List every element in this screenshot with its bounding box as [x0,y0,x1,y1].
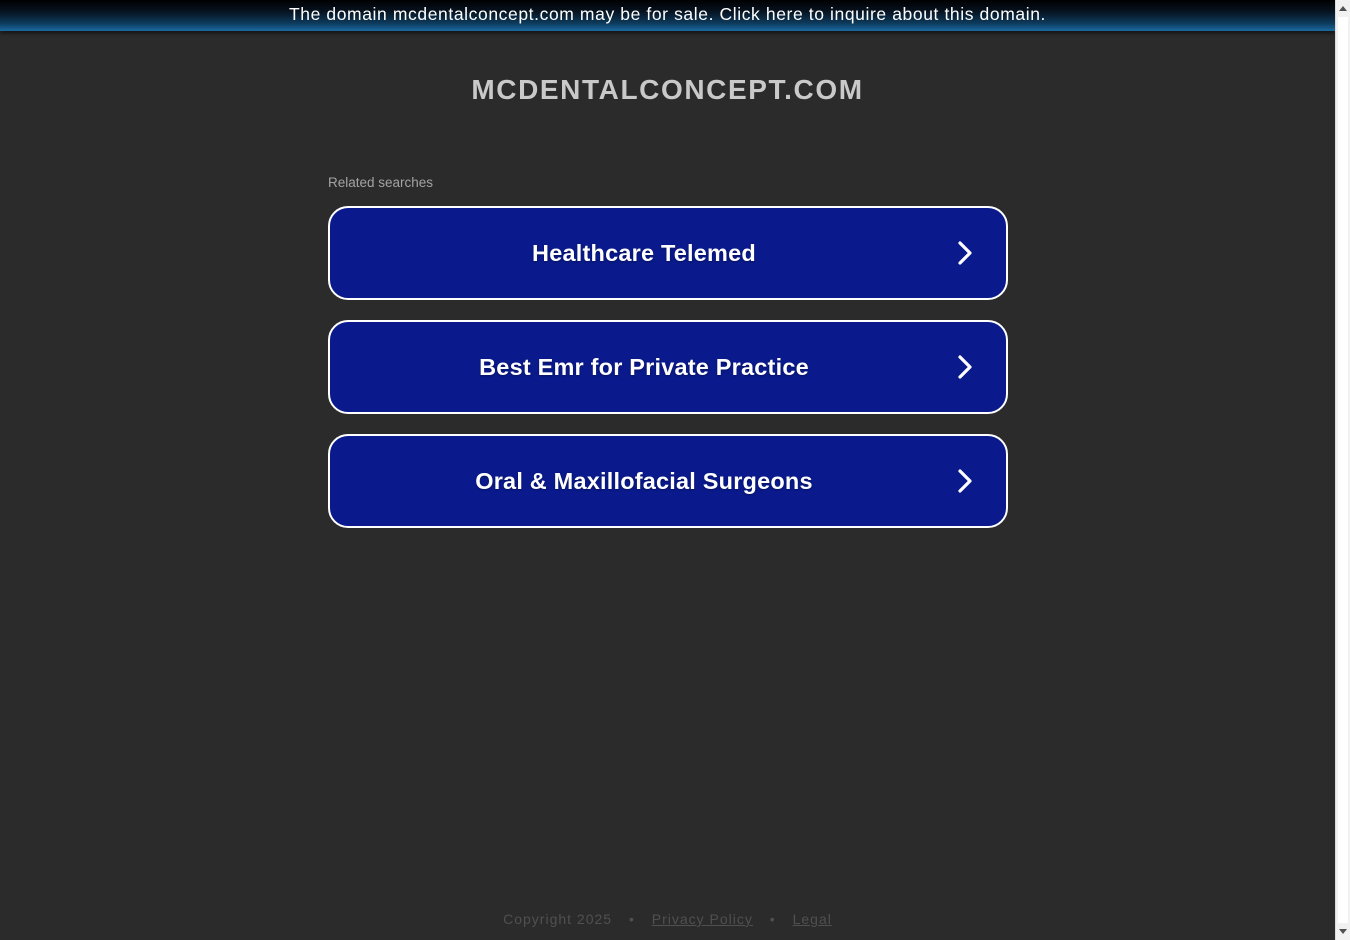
chevron-right-icon [954,240,976,266]
chevron-right-icon [954,354,976,380]
related-search-label: Best Emr for Private Practice [479,353,809,380]
related-search-label: Oral & Maxillofacial Surgeons [475,467,813,494]
footer-separator: • [769,911,776,927]
domain-title: MCDENTALCONCEPT.COM [471,74,864,105]
related-search-button-oral-surgeons[interactable] [328,434,1008,528]
scroll-up-arrow-icon[interactable] [1339,6,1347,11]
vertical-scrollbar[interactable] [1335,0,1350,940]
legal-link[interactable]: Legal [792,911,832,927]
related-searches-label: Related searches [328,175,434,190]
scroll-down-arrow-icon[interactable] [1339,929,1347,934]
related-search-button-best-emr[interactable] [328,320,1008,414]
domain-sale-banner[interactable] [0,0,1335,31]
privacy-policy-link[interactable]: Privacy Policy [651,911,753,927]
chevron-right-icon [954,468,976,494]
related-search-button-healthcare-telemed[interactable] [328,206,1008,300]
domain-sale-banner-text: The domain mcdentalconcept.com may be for sale. Click here to inquire about this domain. [288,4,1047,24]
related-search-label: Healthcare Telemed [532,239,756,266]
footer-separator: • [628,911,635,927]
footer [0,911,1335,927]
copyright-text: Copyright 2025 [503,911,613,927]
scrollbar-thumb[interactable] [1338,17,1348,923]
